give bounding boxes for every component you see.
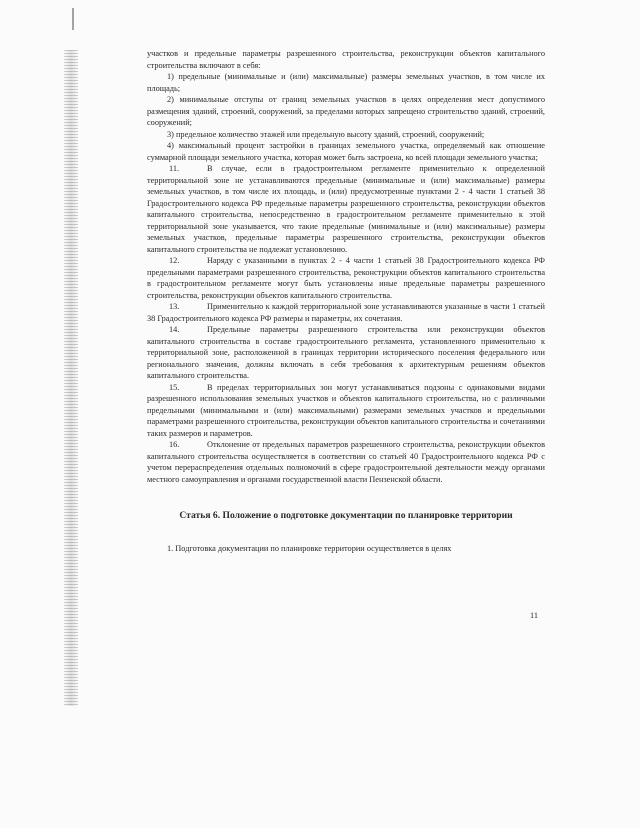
paragraph-number: 16.	[169, 440, 180, 449]
paragraph-item-1: 1) предельные (минимальные и (или) максимальные) размеры земельных участков, в том числе их площадь;	[147, 72, 545, 93]
page-number: 11	[530, 611, 538, 620]
paragraph-number: 12.	[169, 256, 180, 265]
paragraph-item-2: 2) минимальные отступы от границ земельных участков в целях определения мест допустимого размещения зданий, строений, сооружений, за пределами которых запрещено строительство зданий, строений, сооружений;	[147, 95, 545, 127]
paragraph-number: 11.	[169, 164, 180, 173]
paragraph-intro: участков и предельные параметры разрешенного строительства, реконструкции объектов капитального строительства включают в себя:	[147, 49, 545, 70]
numbered-paragraph-11	[147, 163, 545, 255]
paragraph-text: Отклонение от предельных параметров разрешенного строительства, реконструкции объектов капитального строительства осуществляется в соответствии со статьей 40 Градостроительного кодекса РФ с учетом перераспределения отдельных полномочий в сфере градостроительной деятельности между органами местного самоуправления и органами государственной власти Пензенской области.	[147, 440, 545, 484]
numbered-paragraph-13	[147, 301, 545, 324]
paragraph-number: 14.	[169, 325, 180, 334]
numbered-paragraph-16	[147, 439, 545, 485]
scan-edge-mark	[72, 8, 74, 30]
numbered-paragraph-15	[147, 382, 545, 440]
paragraph-text: В случае, если в градостроительном регламенте применительно к определенной территориальной зоне не устанавливаются предельные (минимальные и (или) максимальные) размеры земельных участков, в том числе их площадь, и (или) предусмотренные пунктами 2 - 4 части 1 статьей 38 Градостроительного кодекса РФ предельные параметры разрешенного строительства, реконструкции объектов капитального строительства, непосредственно в градостроительном регламенте применительно к этой территориальной зоне указывается, что такие предельные (минимальные и (или) максимальные) размеры земельных участков, предельные параметры разрешенного строительства, реконструкции объектов капитального строительства не подлежат установлению.	[147, 164, 545, 254]
paragraph-number: 13.	[169, 302, 180, 311]
paragraph-text: Предельные параметры разрешенного строительства или реконструкции объектов капитального строительства в составе градостроительного регламента, установленного применительно к территориальной зоне, расположенной в границах территории исторического поселения федерального или регионального значения, должны включать в себя требования к архитектурным решениям объектов капитального строительства.	[147, 325, 545, 380]
paragraph-text: Применительно к каждой территориальной зоне устанавливаются указанные в части 1 статьей 38 Градостроительного кодекса РФ размеры и параметры, их сочетания.	[147, 302, 545, 323]
document-body	[147, 48, 545, 554]
paragraph-number: 15.	[169, 382, 180, 392]
paragraph-text: В пределах территориальных зон могут устанавливаться подзоны с одинаковыми видами разрешенного использования земельных участков и объектов капитального строительства, но с различными предельными (минимальными и (или) максимальными) размерами земельных участков и предельными параметрами разрешенного строительства, реконструкции объектов капитального строительства и сочетаниями таких размеров и параметров.	[147, 382, 545, 438]
paragraph-article-6-item-1: 1. Подготовка документации по планировке территории осуществляется в целях	[167, 543, 452, 553]
numbered-paragraph-12	[147, 255, 545, 301]
paragraph-text: Наряду с указанными в пунктах 2 - 4 части 1 статьей 38 Градостроительного кодекса РФ предельными параметрами разрешенного строительства, реконструкции объектов капитального строительства в градостроительном регламенте могут быть установлены иные предельные параметры разрешенного строительства, реконструкции объектов капитального строительства.	[147, 256, 545, 300]
paragraph-item-3: 3) предельное количество этажей или предельную высоту зданий, строений, сооружений;	[167, 129, 485, 139]
article-title: Статья 6. Положение о подготовке документации по планировке территории	[179, 510, 513, 521]
numbered-paragraph-14	[147, 324, 545, 382]
scan-edge-artifact	[64, 50, 78, 706]
paragraph-item-4: 4) максимальный процент застройки в границах земельного участка, определяемый как отношение суммарной площади земельного участка, которая может быть застроена, ко всей площади земельного участка;	[147, 141, 545, 162]
